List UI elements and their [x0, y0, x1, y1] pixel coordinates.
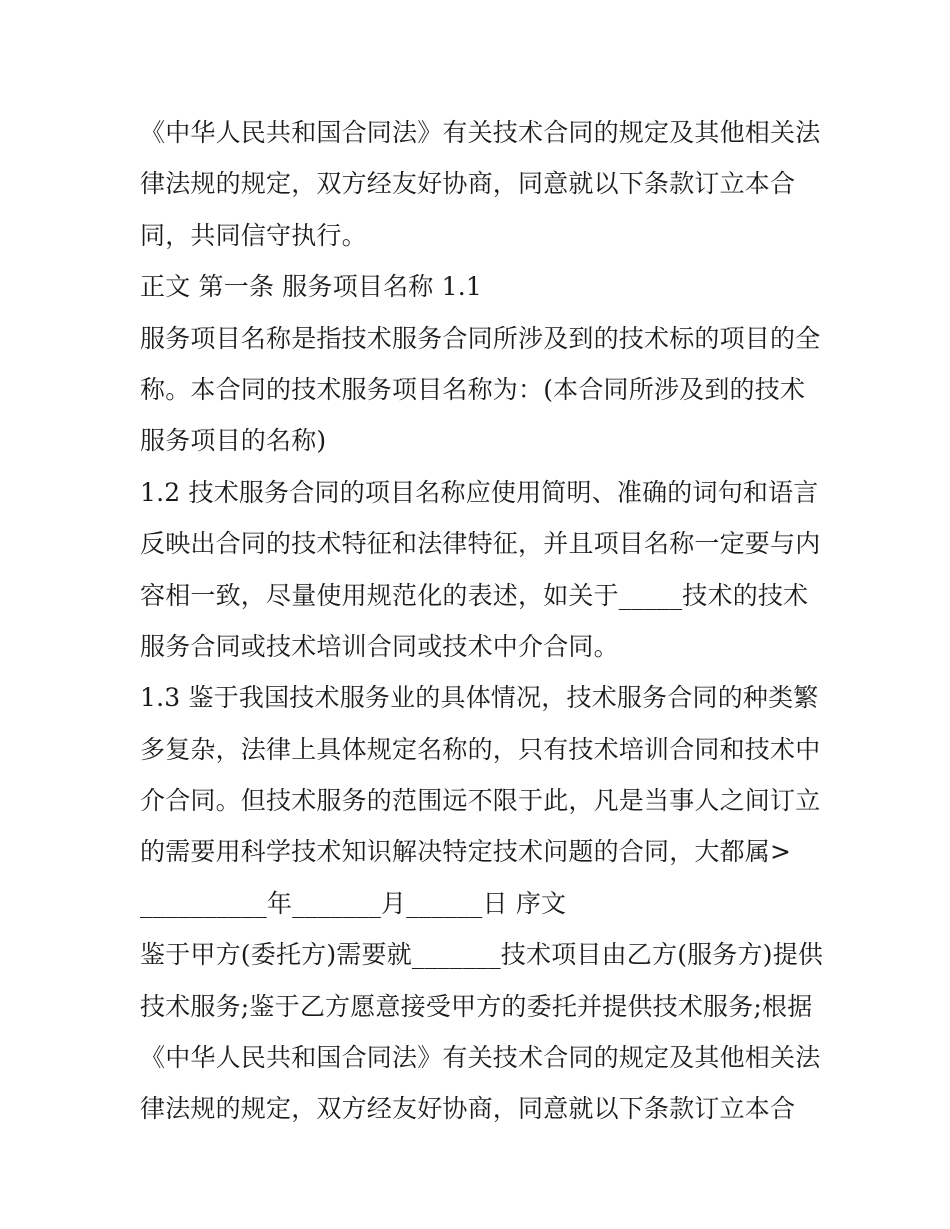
text-line: 律法规的规定，双方经友好协商，同意就以下条款订立本合 [140, 1094, 796, 1124]
text-line: 多复杂，法律上具体规定名称的，只有技术培训合同和技术中 [140, 734, 821, 764]
text-line: 1.3 鉴于我国技术服务业的具体情况，技术服务合同的种类繁 [140, 683, 819, 713]
document-body [140, 107, 830, 1135]
text-line: 律法规的规定，双方经友好协商，同意就以下条款订立本合 [140, 169, 796, 199]
text-line: 鉴于甲方(委托方)需要就_______技术项目由乙方(服务方)提供 [140, 940, 824, 970]
text-line: 《中华人民共和国合同法》有关技术合同的规定及其他相关法 [140, 1043, 821, 1073]
text-line: 技术服务;鉴于乙方愿意接受甲方的委托并提供技术服务;根据 [140, 991, 813, 1021]
date-line: __________年_______月______日 序文 [140, 888, 567, 918]
text-line: 1.2 技术服务合同的项目名称应使用简明、准确的词句和语言 [140, 477, 819, 507]
text-line: 的需要用科学技术知识解决特定技术问题的合同，大都属> [140, 837, 792, 867]
text-line: 称。本合同的技术服务项目名称为：(本合同所涉及到的技术 [140, 374, 806, 404]
text-line: 反映出合同的技术特征和法律特征，并且项目名称一定要与内 [140, 529, 821, 559]
text-line: 服务项目名称是指技术服务合同所涉及到的技术标的项目的全 [140, 323, 821, 353]
text-line: 服务合同或技术培训合同或技术中介合同。 [140, 631, 619, 661]
text-line: 服务项目的名称) [140, 426, 327, 456]
text-line: 同，共同信守执行。 [140, 220, 367, 250]
section-heading: 正文 第一条 服务项目名称 1.1 [140, 272, 482, 302]
text-line: 《中华人民共和国合同法》有关技术合同的规定及其他相关法 [140, 118, 821, 147]
text-line: 介合同。但技术服务的范围远不限于此，凡是当事人之间订立 [140, 786, 821, 816]
text-line: 容相一致，尽量使用规范化的表述，如关于_____技术的技术 [140, 580, 809, 610]
